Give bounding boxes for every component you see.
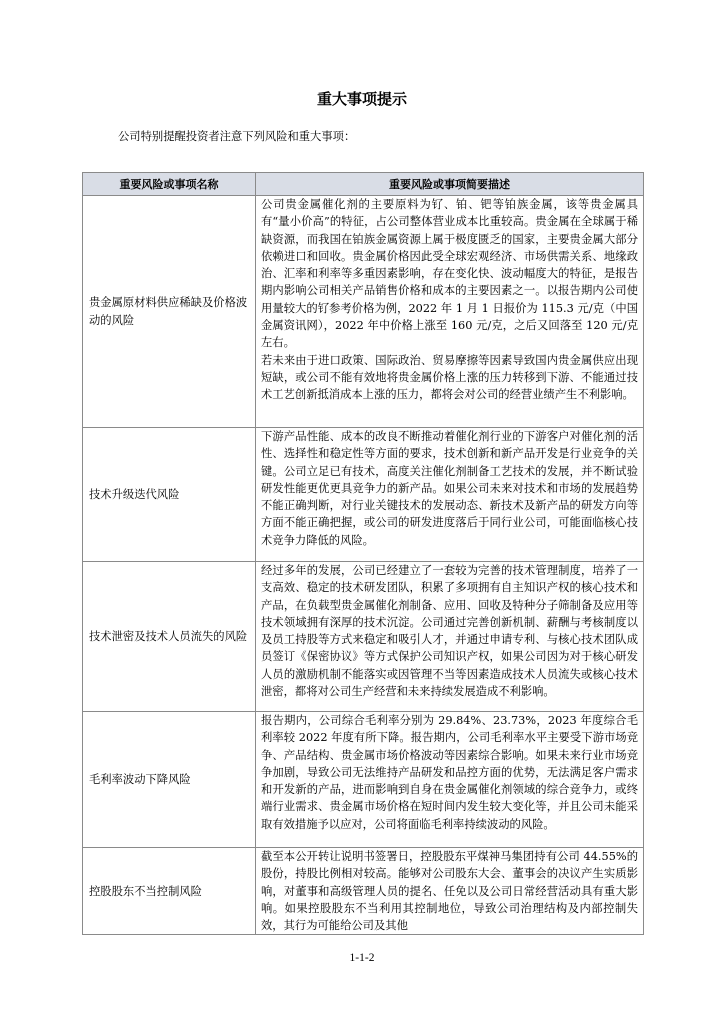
table-row: [83, 562, 644, 712]
risk-description: [256, 562, 644, 712]
risk-name: 技术升级迭代风险: [83, 428, 256, 562]
risk-description: [256, 848, 644, 935]
table-header-row: [83, 173, 644, 196]
header-risk-desc: 重要风险或事项简要描述: [256, 173, 644, 196]
risk-paragraph: 经过多年的发展，公司已经建立了一套较为完善的技术管理制度，培养了一支高效、稳定的技术研发团队，积累了多项拥有自主知识产权的核心技术和产品，在负载型贵金属催化剂制备、应用、回收及特种分子筛制备及应用等技术领域拥有深厚的技术沉淀。公司通过完善创新机制、薪酬与考核制度以及员工持股等方式来稳定和吸引人才，并通过申请专利、与核心技术团队成员签订《保密协议》等方式保护公司知识产权，如果公司因为对于核心研发人员的激励机制不能落实或因管理不当等因素造成技术人员流失或核心技术泄密，都将对公司生产经营和未来持续发展造成不利影响。: [261, 564, 638, 699]
table-row: [83, 848, 644, 935]
risk-paragraph: 下游产品性能、成本的改良不断推动着催化剂行业的下游客户对催化剂的活性、选择性和稳定性等方面的要求，技术创新和新产品开发是行业竞争的关键。公司立足已有技术，高度关注催化剂制备工艺技术的发展，并不断试验研发性能更优更具竞争力的新产品。如果公司未来对技术和市场的发展趋势不能正确判断，对行业关键技术的发展动态、新技术及新产品的研发方向等方面不能正确把握，或公司的研发进度落后于同行业公司，可能面临核心技术竞争力降低的风险。: [261, 430, 638, 547]
table-row: [83, 196, 644, 428]
header-risk-name: 重要风险或事项名称: [83, 173, 256, 196]
table-row: [83, 712, 644, 848]
risk-description: [256, 712, 644, 848]
risk-name: 控股股东不当控制风险: [83, 848, 256, 935]
intro-text: 公司特别提醒投资者注意下列风险和重大事项：: [118, 130, 356, 143]
risk-paragraph: 若未来由于进口政策、国际政治、贸易摩擦等因素导致国内贵金属供应出现短缺，或公司不能有效地将贵金属价格上涨的压力转移到下游、不能通过技术工艺创新抵消成本上涨的压力，都将会对公司的经营业绩产生不利影响。: [261, 353, 638, 402]
risk-description: [256, 196, 644, 428]
risk-paragraph: 报告期内，公司综合毛利率分别为 29.84%、23.73%，2023 年度综合毛利率较 2022 年度有所下降。报告期内，公司毛利率水平主要受下游市场竞争、产品结构、贵金属市场价格波动等因素综合影响。如果未来行业市场竞争加剧，导致公司无法维持产品研发和品控方面的优势，无法满足客户需求和开发新的产品，进而影响到自身在贵金属催化剂领域的综合竞争力，或终端行业需求、贵金属市场价格在短时间内发生较大变化等，并且公司未能采取有效措施予以应对，公司将面临毛利率持续波动的风险。: [261, 714, 638, 831]
risk-description: [256, 428, 644, 562]
table-row: [83, 428, 644, 562]
risk-table: [82, 172, 644, 935]
risk-paragraph: 截至本公开转让说明书签署日，控股股东平煤神马集团持有公司 44.55%的股份，持股比例相对较高。能够对公司股东大会、董事会的决议产生实质影响，对董事和高级管理人员的提名、任免以及公司日常经营活动具有重大影响。如果控股股东不当利用其控制地位，导致公司治理结构及内部控制失效，其行为可能给公司及其他: [261, 850, 638, 933]
risk-paragraph: 公司贵金属催化剂的主要原料为钌、铂、钯等铂族金属，该等贵金属具有“量小价高”的特征，占公司整体营业成本比重较高。贵金属在全球属于稀缺资源，而我国在铂族金属资源上属于极度匮乏的国家，主要贵金属大部分依赖进口和回收。贵金属价格因此受全球宏观经济、市场供需关系、地缘政治、汇率和利率等多重因素影响，存在变化快、波动幅度大的特征，是报告期内影响公司相关产品销售价格和成本的主要因素之一。以报告期内公司使用量较大的钌参考价格为例，2022 年 1 月 1 日报价为 115.3 元/克（中国金属资讯网），2022 年中价格上涨至 160 元/克，之后又回落至 120 元/克左右。: [261, 198, 638, 350]
page-title: 重大事项提示: [316, 90, 407, 108]
risk-name: 技术泄密及技术人员流失的风险: [83, 562, 256, 712]
risk-name: 毛利率波动下降风险: [83, 712, 256, 848]
page-number: 1-1-2: [349, 952, 375, 964]
risk-name: 贵金属原材料供应稀缺及价格波动的风险: [83, 196, 256, 428]
